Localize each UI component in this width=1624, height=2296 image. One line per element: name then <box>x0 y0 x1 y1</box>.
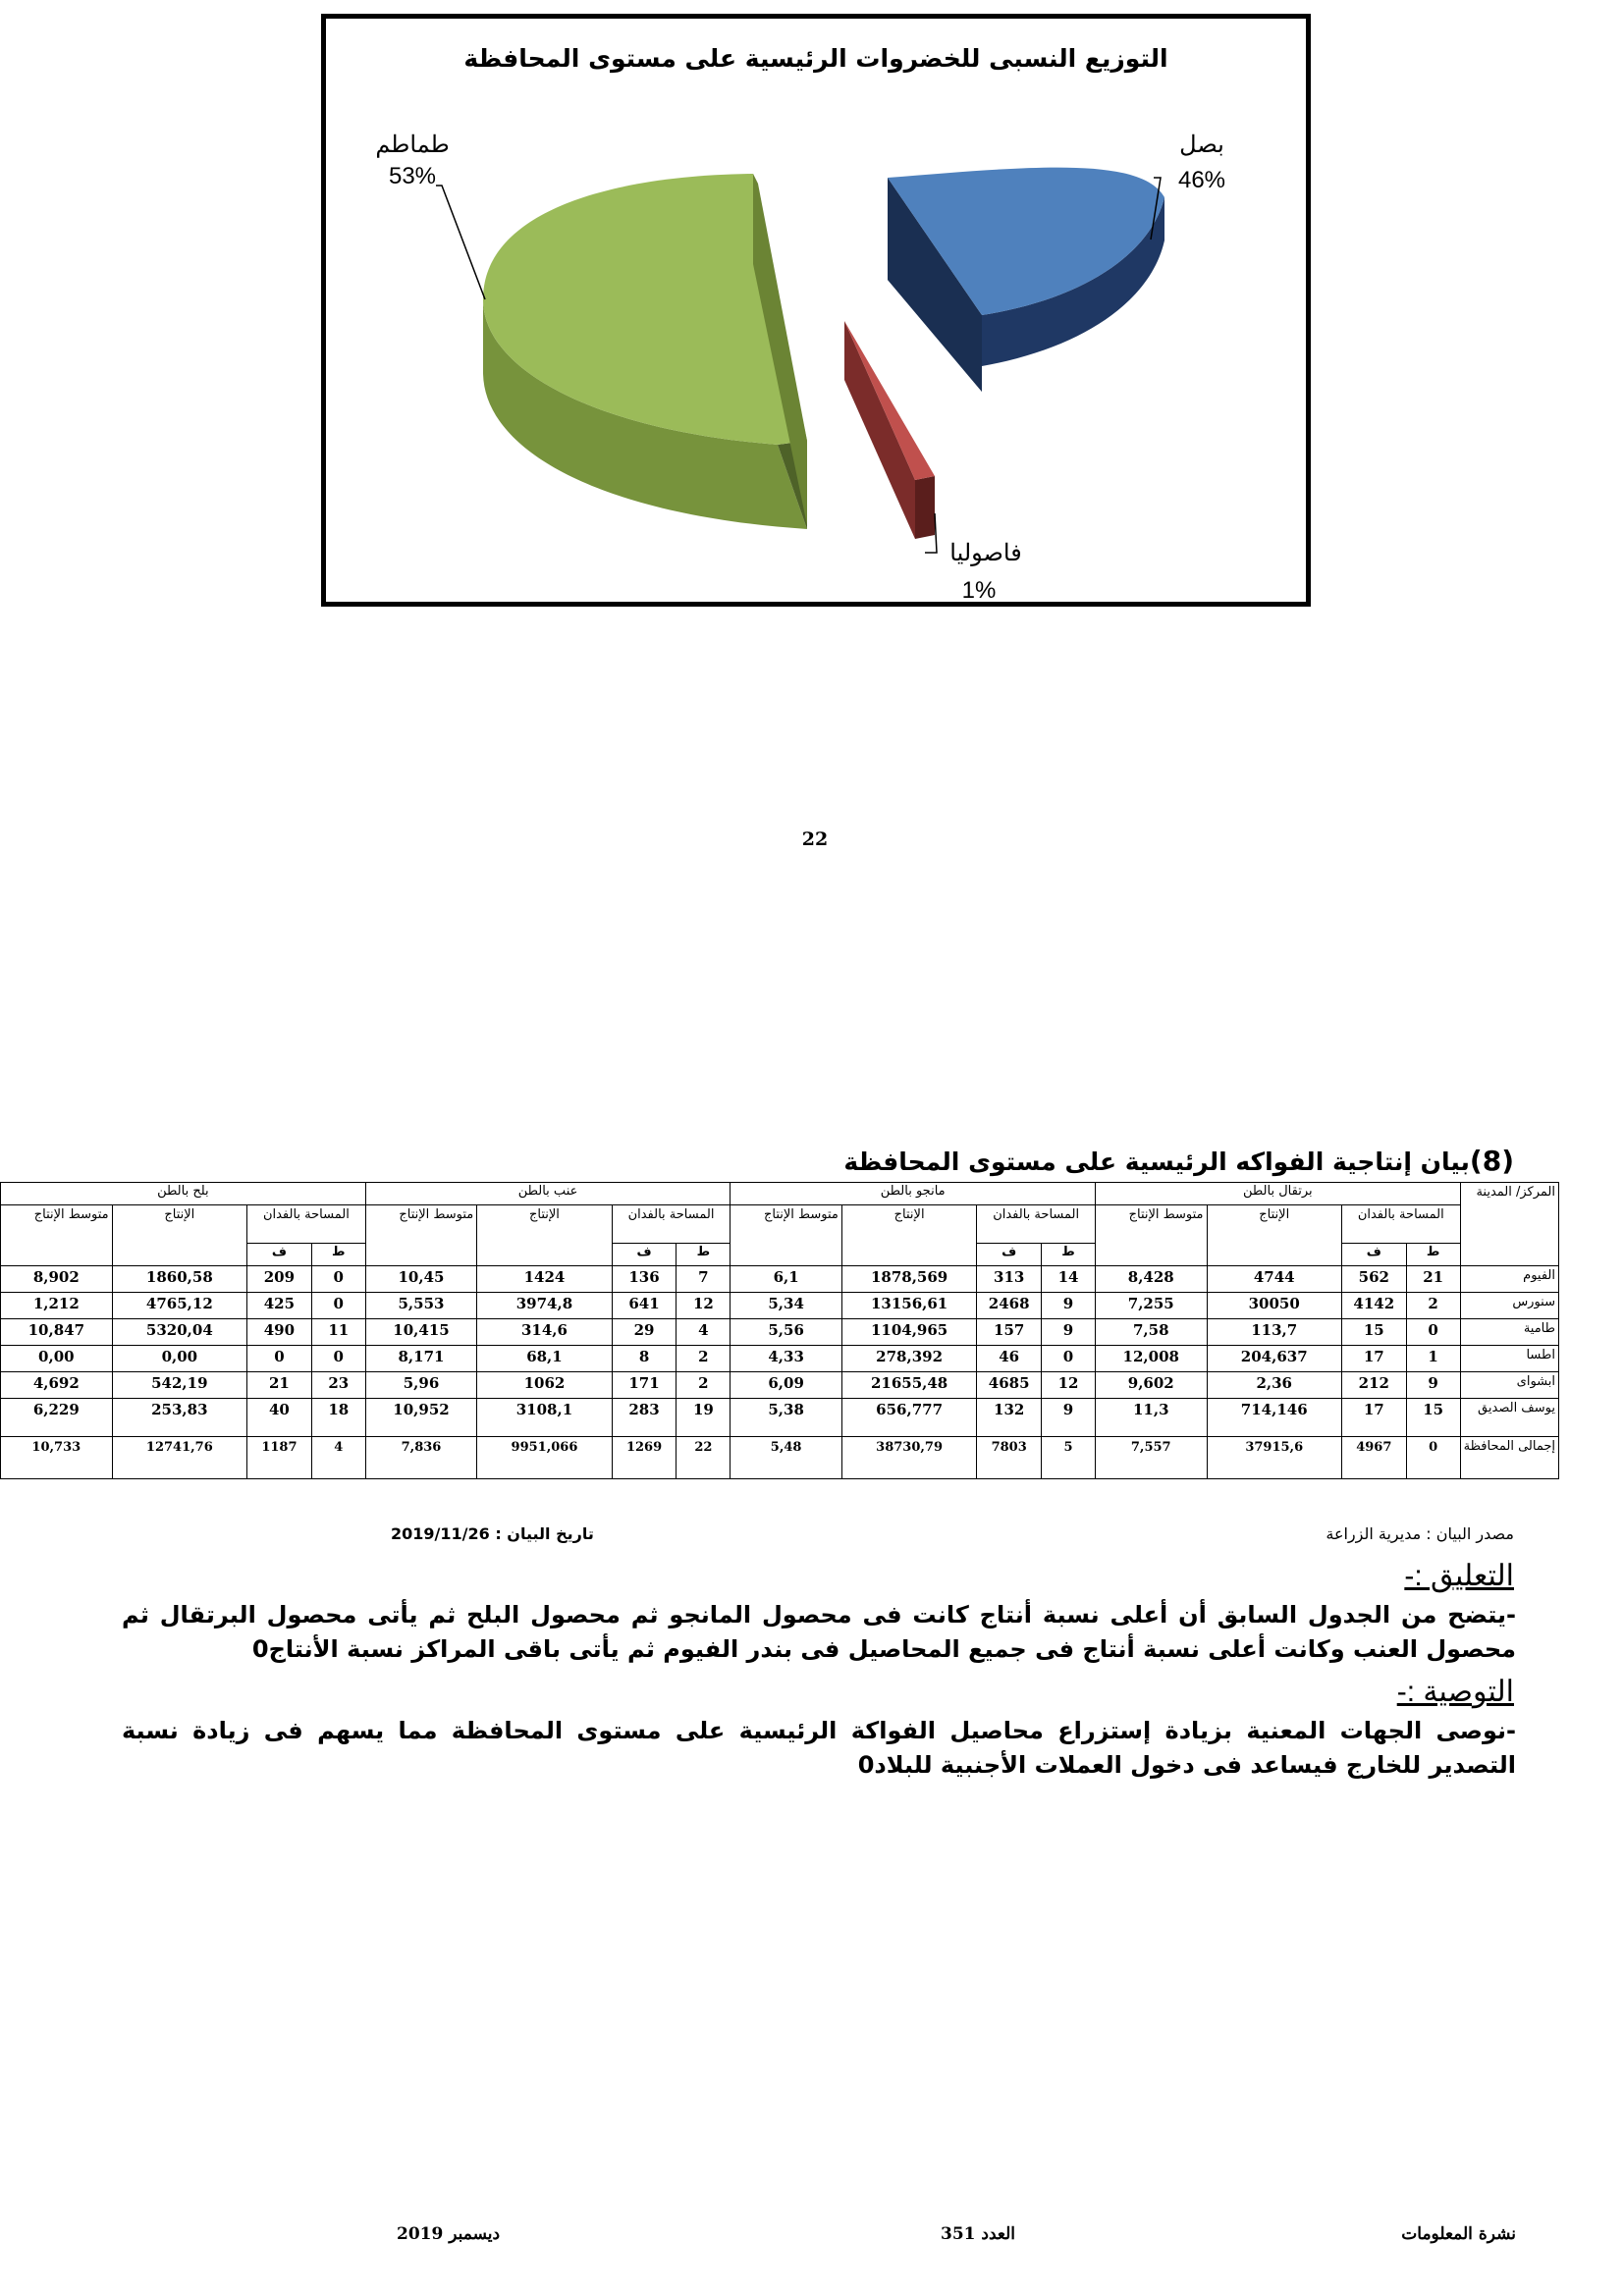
table-cell: 17 <box>1341 1346 1406 1372</box>
table-cell: 714,146 <box>1207 1399 1341 1437</box>
slice-name-bean: فاصوليا <box>949 540 1022 566</box>
table-cell: 12 <box>677 1293 731 1319</box>
table-row <box>1 1319 1559 1346</box>
table-cell: 6,1 <box>731 1266 842 1293</box>
comment-heading: التعليق :- <box>1404 1560 1514 1592</box>
table-cell: 12741,76 <box>112 1437 246 1479</box>
table-cell: 9 <box>1042 1293 1096 1319</box>
table-cell: 5,96 <box>365 1372 477 1399</box>
table-cell: 204,637 <box>1207 1346 1341 1372</box>
table-cell: 8,428 <box>1096 1266 1208 1293</box>
table-cell: 3108,1 <box>477 1399 612 1437</box>
table-cell: 5,553 <box>365 1293 477 1319</box>
table-cell: 1187 <box>247 1437 312 1479</box>
table-cell: 8 <box>612 1346 677 1372</box>
table-cell: 10,847 <box>1 1319 113 1346</box>
table-cell: 2 <box>1406 1293 1460 1319</box>
table-cell: 425 <box>247 1293 312 1319</box>
table-cell: 46 <box>977 1346 1042 1372</box>
table-cell: 313 <box>977 1266 1042 1293</box>
table-title-text: بيان إنتاجية الفواكه الرئيسية على مستوى المحافظة <box>843 1148 1470 1176</box>
table-cell: 12,008 <box>1096 1346 1208 1372</box>
city-cell: طامية <box>1460 1319 1558 1346</box>
table-cell: 1,212 <box>1 1293 113 1319</box>
group-header-dates: بلح بالطن <box>1 1183 366 1205</box>
group-header-mango: مانجو بالطن <box>731 1183 1096 1205</box>
table-cell: 29 <box>612 1319 677 1346</box>
city-cell: ابشواى <box>1460 1372 1558 1399</box>
table-row <box>1 1293 1559 1319</box>
group-header-grape: عنب بالطن <box>365 1183 731 1205</box>
table-cell: 0 <box>311 1266 365 1293</box>
table-cell: 542,19 <box>112 1372 246 1399</box>
table-row <box>1 1346 1559 1372</box>
slice-value-onion: 46% <box>1177 167 1226 193</box>
footer-bulletin: نشرة المعلومات <box>1401 2224 1516 2244</box>
table-cell: 1 <box>1406 1346 1460 1372</box>
table-cell: 9 <box>1406 1372 1460 1399</box>
table-cell: 113,7 <box>1207 1319 1341 1346</box>
table-cell: 5,48 <box>731 1437 842 1479</box>
table-cell: 10,415 <box>365 1319 477 1346</box>
table-cell: 9 <box>1042 1399 1096 1437</box>
pie-chart <box>321 14 1311 607</box>
table-cell: 4,692 <box>1 1372 113 1399</box>
table-cell: 0 <box>311 1346 365 1372</box>
table-cell: 5,34 <box>731 1293 842 1319</box>
table-cell: 10,45 <box>365 1266 477 1293</box>
table-cell: 68,1 <box>477 1346 612 1372</box>
table-cell: 1062 <box>477 1372 612 1399</box>
table-cell: 21655,48 <box>841 1372 976 1399</box>
table-cell: 30050 <box>1207 1293 1341 1319</box>
table-cell: 5320,04 <box>112 1319 246 1346</box>
table-cell: 0 <box>1042 1346 1096 1372</box>
table-cell: 9 <box>1042 1319 1096 1346</box>
unit-qirat: ط <box>677 1244 731 1266</box>
chart-title: التوزيع النسبى للخضروات الرئيسية على مستوى المحافظة <box>463 44 1168 73</box>
table-cell: 7803 <box>977 1437 1042 1479</box>
table-cell: 9,602 <box>1096 1372 1208 1399</box>
table-cell: 253,83 <box>112 1399 246 1437</box>
table-cell: 4967 <box>1341 1437 1406 1479</box>
table-cell: 1860,58 <box>112 1266 246 1293</box>
table-cell: 21 <box>247 1372 312 1399</box>
footer-date: ديسمبر 2019 <box>397 2224 501 2244</box>
pie-slice-onion <box>888 168 1164 392</box>
table-cell: 212 <box>1341 1372 1406 1399</box>
footer-issue: العدد 351 <box>941 2224 1016 2244</box>
table-cell: 17 <box>1341 1399 1406 1437</box>
table-cell: 1104,965 <box>841 1319 976 1346</box>
unit-qirat: ط <box>1406 1244 1460 1266</box>
table-cell: 2,36 <box>1207 1372 1341 1399</box>
table-cell: 18 <box>311 1399 365 1437</box>
table-cell: 4744 <box>1207 1266 1341 1293</box>
table-cell: 0 <box>311 1293 365 1319</box>
table-cell: 37915,6 <box>1207 1437 1341 1479</box>
table-cell: 14 <box>1042 1266 1096 1293</box>
table-cell: 9951,066 <box>477 1437 612 1479</box>
table-cell: 0 <box>1406 1437 1460 1479</box>
unit-feddan: ف <box>977 1244 1042 1266</box>
average-header: متوسط الإنتاج <box>1096 1205 1208 1266</box>
table-cell: 13156,61 <box>841 1293 976 1319</box>
table-cell: 6,09 <box>731 1372 842 1399</box>
unit-qirat: ط <box>311 1244 365 1266</box>
production-header: الإنتاج <box>1207 1205 1341 1266</box>
comment-text: -يتضح من الجدول السابق أن أعلى نسبة أنتاج كانت فى محصول المانجو ثم محصول البلح ثم يأتى محصول البرتقال ثم محصول العنب وكانت أعلى نسبة أنتاج فى جميع المحاصيل فى بندر الفيوم ثم يأتى باقى المراكز نسبة الأنتاج0 <box>122 1601 1516 1663</box>
city-cell: يوسف الصديق <box>1460 1399 1558 1437</box>
unit-feddan: ف <box>247 1244 312 1266</box>
pie-slice-tomato <box>483 174 807 529</box>
table-cell: 0 <box>1406 1319 1460 1346</box>
table-cell: 15 <box>1341 1319 1406 1346</box>
table-cell: 23 <box>311 1372 365 1399</box>
table-cell: 132 <box>977 1399 1042 1437</box>
table-cell: 4765,12 <box>112 1293 246 1319</box>
table-number: (8) <box>1469 1145 1514 1177</box>
average-header: متوسط الإنتاج <box>731 1205 842 1266</box>
table-cell: 11,3 <box>1096 1399 1208 1437</box>
production-header: الإنتاج <box>477 1205 612 1266</box>
area-header: المساحة بالفدان <box>247 1205 366 1244</box>
table-cell: 7,255 <box>1096 1293 1208 1319</box>
table-cell: 40 <box>247 1399 312 1437</box>
pie-slice-bean <box>844 321 935 539</box>
table-cell: 4685 <box>977 1372 1042 1399</box>
city-cell: سنورس <box>1460 1293 1558 1319</box>
table-cell: 12 <box>1042 1372 1096 1399</box>
table-cell: 7 <box>677 1266 731 1293</box>
table-cell: 1878,569 <box>841 1266 976 1293</box>
table-title <box>843 1145 1514 1177</box>
area-header: المساحة بالفدان <box>977 1205 1096 1244</box>
city-cell: الفيوم <box>1460 1266 1558 1293</box>
table-row <box>1 1372 1559 1399</box>
table-cell: 0 <box>247 1346 312 1372</box>
table-cell: 10,952 <box>365 1399 477 1437</box>
table-body <box>1 1266 1559 1479</box>
table-cell: 8,902 <box>1 1266 113 1293</box>
table-cell: 19 <box>677 1399 731 1437</box>
table-cell: 171 <box>612 1372 677 1399</box>
table-cell: 7,557 <box>1096 1437 1208 1479</box>
city-cell: اطسا <box>1460 1346 1558 1372</box>
average-header: متوسط الإنتاج <box>1 1205 113 1266</box>
table-cell: 10,733 <box>1 1437 113 1479</box>
recommendation-heading: التوصية :- <box>1396 1676 1514 1708</box>
recommendation-text: -نوصى الجهات المعنية بزيادة إستزراع محاصيل الفواكة الرئيسية على مستوى المحافظة مما يسهم فى زيادة نسبة التصدير للخارج فيساعد فى دخول العملات الأجنبية للبلاد0 <box>122 1717 1516 1779</box>
table-total-row <box>1 1437 1559 1479</box>
table-cell: 490 <box>247 1319 312 1346</box>
table-cell: 136 <box>612 1266 677 1293</box>
slice-value-bean: 1% <box>961 577 997 602</box>
table-cell: 209 <box>247 1266 312 1293</box>
table-cell: 278,392 <box>841 1346 976 1372</box>
city-cell: إجمالى المحافظة <box>1460 1437 1558 1479</box>
table-cell: 1424 <box>477 1266 612 1293</box>
fruit-production-table <box>0 1182 1559 1479</box>
unit-feddan: ف <box>1341 1244 1406 1266</box>
corner-header: المركز/ المدينة <box>1460 1183 1558 1266</box>
table-cell: 4,33 <box>731 1346 842 1372</box>
table-cell: 656,777 <box>841 1399 976 1437</box>
page-number: 22 <box>801 828 829 850</box>
table-cell: 3974,8 <box>477 1293 612 1319</box>
table-cell: 8,171 <box>365 1346 477 1372</box>
table-cell: 11 <box>311 1319 365 1346</box>
table-cell: 0,00 <box>112 1346 246 1372</box>
slice-name-tomato: طماطم <box>375 132 450 158</box>
table-cell: 6,229 <box>1 1399 113 1437</box>
table-cell: 562 <box>1341 1266 1406 1293</box>
average-header: متوسط الإنتاج <box>365 1205 477 1266</box>
data-date: تاريخ البيان : 2019/11/26 <box>391 1524 594 1543</box>
table-cell: 5 <box>1042 1437 1096 1479</box>
table-cell: 1269 <box>612 1437 677 1479</box>
production-header: الإنتاج <box>112 1205 246 1266</box>
table-cell: 4 <box>677 1319 731 1346</box>
table-row <box>1 1399 1559 1437</box>
table-cell: 4 <box>311 1437 365 1479</box>
production-header: الإنتاج <box>841 1205 976 1266</box>
slice-name-onion: بصل <box>1179 132 1224 158</box>
pie-chart-svg <box>326 19 1306 602</box>
table-row <box>1 1266 1559 1293</box>
group-header-orange: برتقال بالطن <box>1096 1183 1461 1205</box>
area-header: المساحة بالفدان <box>612 1205 731 1244</box>
table-cell: 4142 <box>1341 1293 1406 1319</box>
table-cell: 5,38 <box>731 1399 842 1437</box>
table-cell: 7,836 <box>365 1437 477 1479</box>
slice-value-tomato: 53% <box>388 163 437 189</box>
table-cell: 641 <box>612 1293 677 1319</box>
table-cell: 2468 <box>977 1293 1042 1319</box>
table-cell: 0,00 <box>1 1346 113 1372</box>
table-cell: 157 <box>977 1319 1042 1346</box>
table-cell: 21 <box>1406 1266 1460 1293</box>
data-source: مصدر البيان : مديرية الزراعة <box>1326 1524 1514 1543</box>
table-cell: 283 <box>612 1399 677 1437</box>
table-cell: 314,6 <box>477 1319 612 1346</box>
table-cell: 15 <box>1406 1399 1460 1437</box>
table-cell: 7,58 <box>1096 1319 1208 1346</box>
unit-feddan: ف <box>612 1244 677 1266</box>
table-cell: 38730,79 <box>841 1437 976 1479</box>
table-cell: 2 <box>677 1372 731 1399</box>
table-cell: 22 <box>677 1437 731 1479</box>
area-header: المساحة بالفدان <box>1341 1205 1460 1244</box>
table-cell: 2 <box>677 1346 731 1372</box>
unit-qirat: ط <box>1042 1244 1096 1266</box>
table-cell: 5,56 <box>731 1319 842 1346</box>
